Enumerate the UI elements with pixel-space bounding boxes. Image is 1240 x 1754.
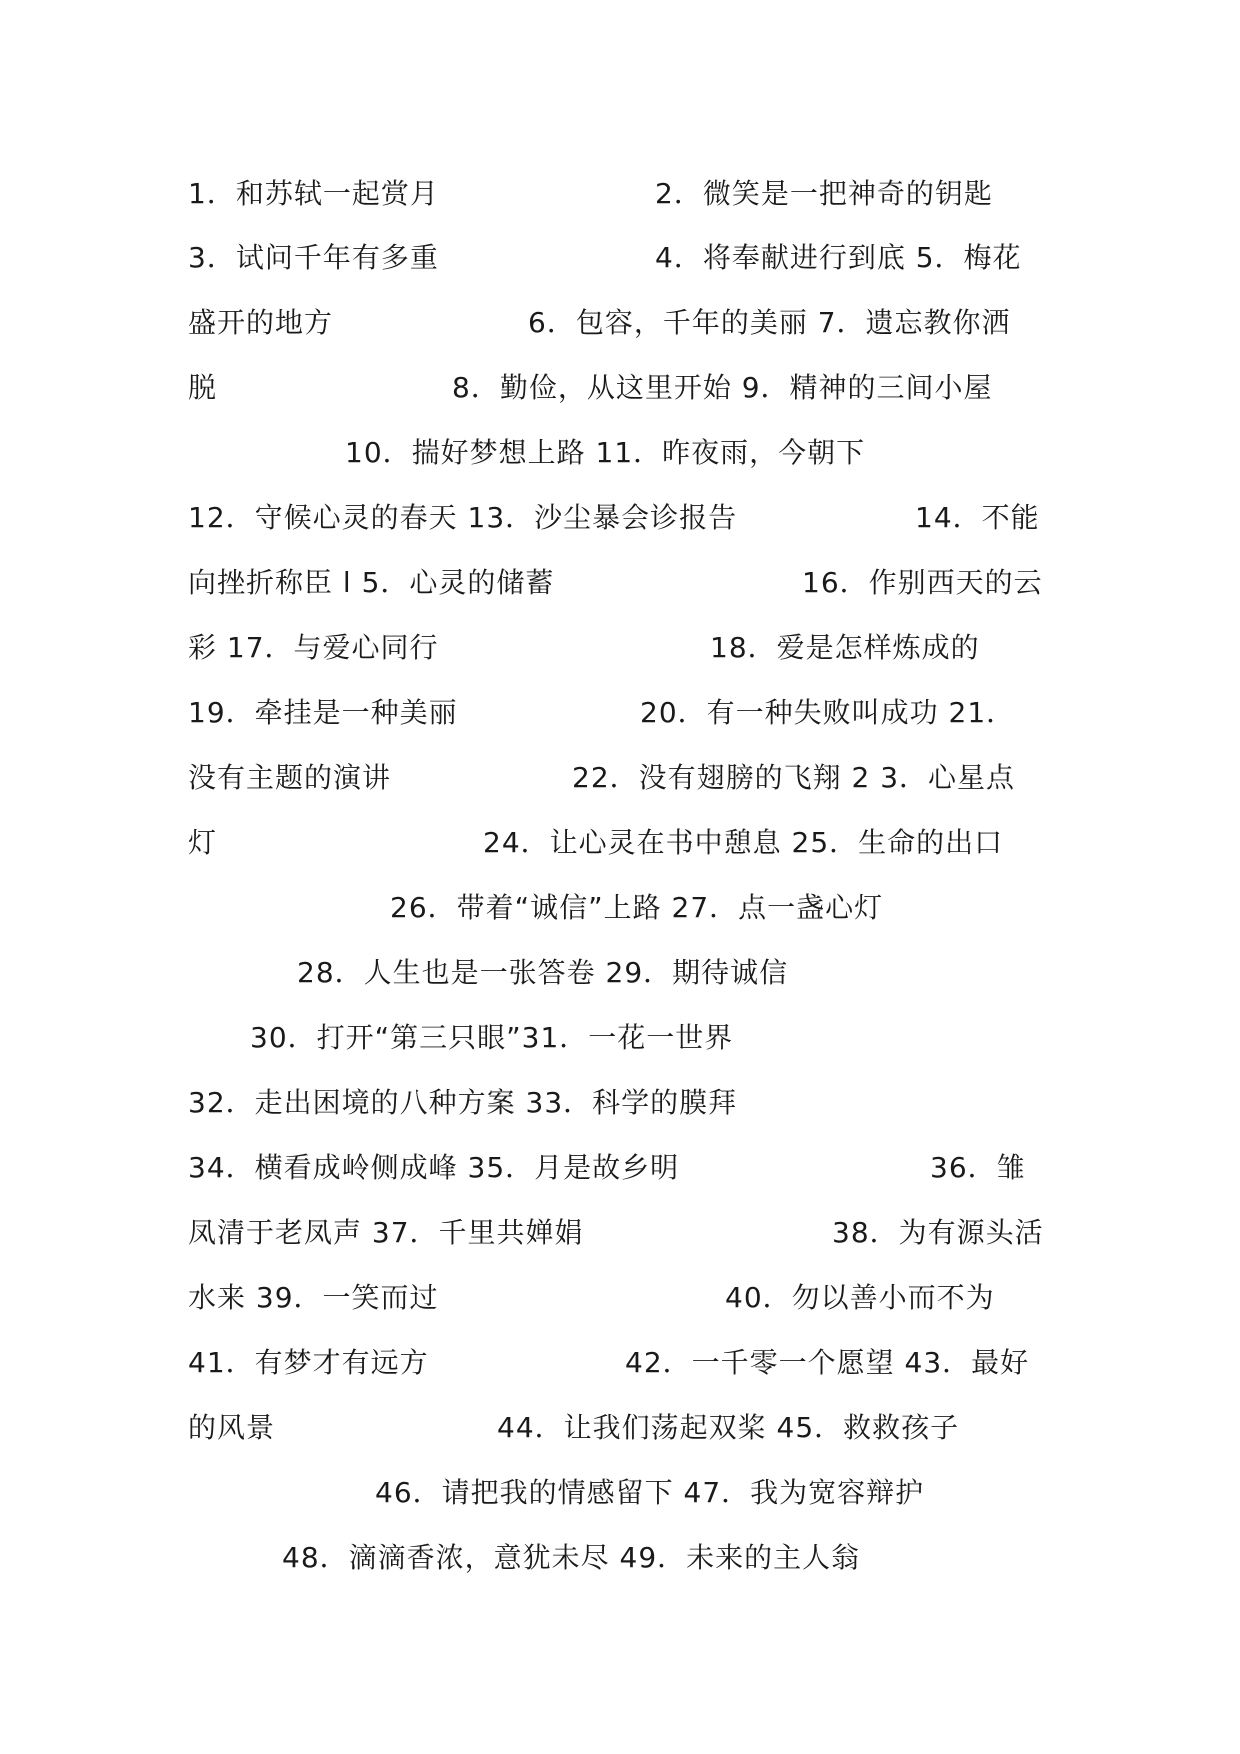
text-line: 22．没有翅膀的飞翔 2 3．心星点 <box>572 761 1016 794</box>
text-line: 6．包容，千年的美丽 7．遗忘教你洒 <box>528 306 1011 339</box>
text-line: 36．雏 <box>930 1151 1026 1184</box>
text-line: 28．人生也是一张答卷 29．期待诚信 <box>297 956 789 989</box>
text-line: 1．和苏轼一起赏月 <box>188 177 439 210</box>
text-line: 44．让我们荡起双桨 45．救救孩子 <box>497 1411 960 1444</box>
text-line: 32．走出困境的八种方案 33．科学的膜拜 <box>188 1086 738 1119</box>
text-line: 34．横看成岭侧成峰 35．月是故乡明 <box>188 1151 680 1184</box>
text-line: 48．滴滴香浓，意犹未尽 49．未来的主人翁 <box>282 1541 861 1574</box>
text-line: 16．作别西天的云 <box>802 566 1043 599</box>
text-line: 30．打开“第三只眼”31．一花一世界 <box>250 1021 734 1054</box>
text-line: 12．守候心灵的春天 13．沙尘暴会诊报告 <box>188 501 738 534</box>
text-line: 14．不能 <box>915 501 1040 534</box>
text-line: 水来 39．一笑而过 <box>188 1281 439 1314</box>
text-line: 8．勤俭，从这里开始 9．精神的三间小屋 <box>452 371 993 404</box>
text-line: 2．微笑是一把神奇的钥匙 <box>655 177 993 210</box>
text-line: 41．有梦才有远方 <box>188 1346 429 1379</box>
text-line: 没有主题的演讲 <box>188 761 392 794</box>
text-line: 20．有一种失败叫成功 21． <box>640 696 1016 729</box>
text-line: 38．为有源头活 <box>832 1216 1044 1249</box>
text-line: 24．让心灵在书中憩息 25．生命的出口 <box>483 826 1004 859</box>
text-line: 彩 17．与爱心同行 <box>188 631 439 664</box>
text-line: 向挫折称臣 l 5．心灵的储蓄 <box>188 566 555 599</box>
text-line: 4．将奉献进行到底 5．梅花 <box>655 241 1022 274</box>
text-line: 的风景 <box>188 1411 276 1444</box>
text-line: 42．一千零一个愿望 43．最好 <box>625 1346 1030 1379</box>
text-line: 18．爱是怎样炼成的 <box>710 631 980 664</box>
text-line: 3．试问千年有多重 <box>188 241 439 274</box>
text-line: 凤清于老凤声 37．千里共婵娟 <box>188 1216 584 1249</box>
text-line: 盛开的地方 <box>188 306 334 339</box>
text-line: 脱 <box>188 371 218 404</box>
text-line: 46．请把我的情感留下 47．我为宽容辩护 <box>375 1476 925 1509</box>
text-line: 26．带着“诚信”上路 27．点一盏心灯 <box>390 891 884 924</box>
text-line: 10．揣好梦想上路 11．昨夜雨，今朝下 <box>345 436 866 469</box>
text-line: 灯 <box>188 826 218 859</box>
text-line: 40．勿以善小而不为 <box>725 1281 995 1314</box>
text-line: 19．牵挂是一种美丽 <box>188 696 458 729</box>
